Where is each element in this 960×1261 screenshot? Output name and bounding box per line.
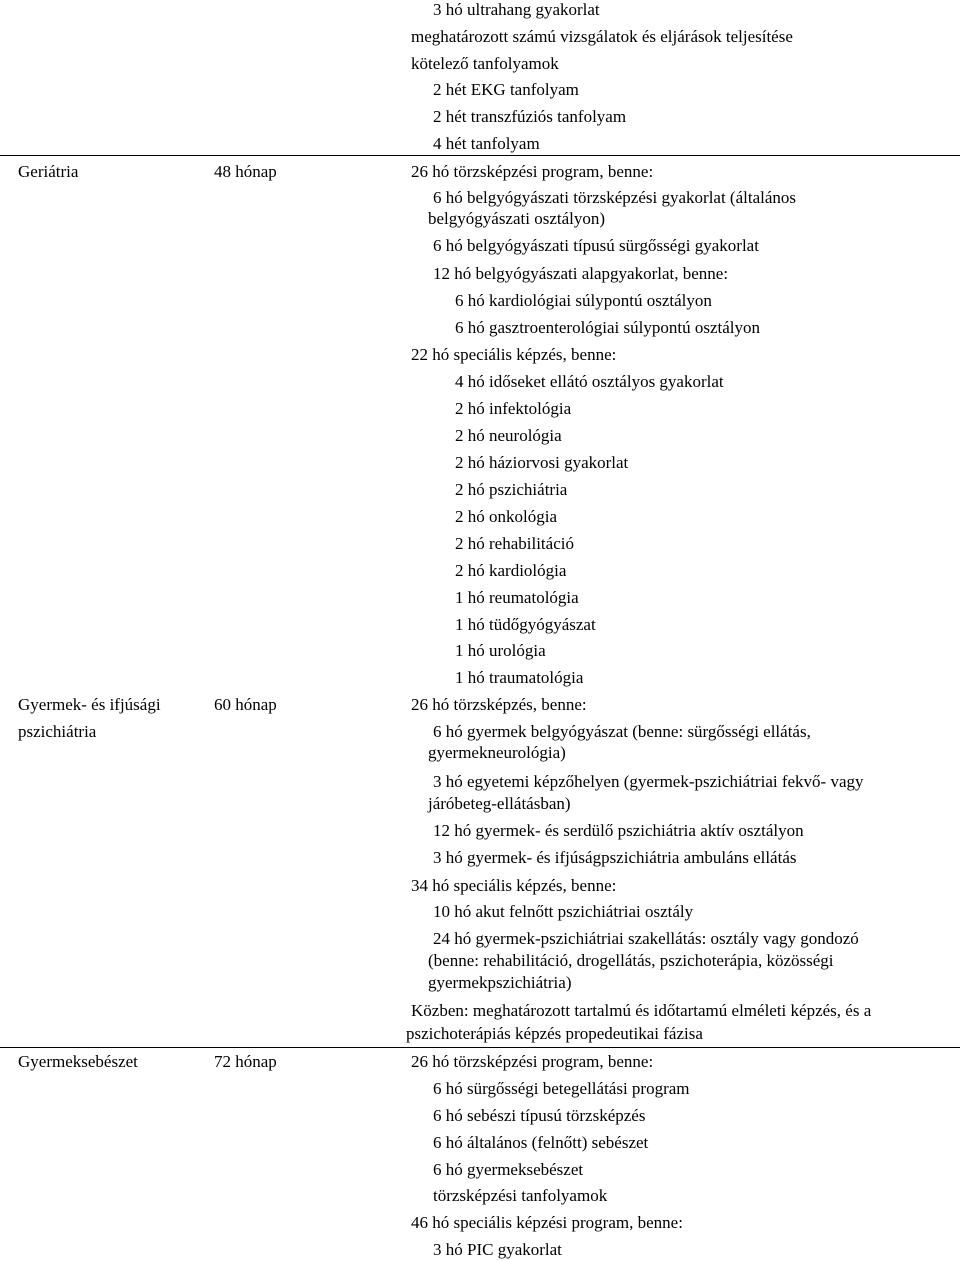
program-line: Közben: meghatározott tartalmú és időtartamú elméleti képzés, és a (411, 1001, 872, 1020)
program-line: belgyógyászati osztályon) (428, 209, 606, 228)
program-line: 2 hó onkológia (455, 507, 557, 526)
program-line: 2 hó kardiológia (455, 561, 567, 580)
program-line: 10 hó akut felnőtt pszichiátriai osztály (433, 902, 694, 921)
program-line: 6 hó gyermek belgyógyászat (benne: sürgősségi ellátás, (433, 722, 811, 741)
program-line: 6 hó gasztroenterológiai súlypontú osztályon (455, 318, 760, 337)
program-line: 3 hó gyermek- és ifjúságpszichiátria ambuláns ellátás (433, 848, 797, 867)
program-line: 24 hó gyermek-pszichiátriai szakellátás: osztály vagy gondozó (433, 929, 859, 948)
duration: 60 hónap (214, 695, 277, 714)
row-divider (0, 155, 960, 156)
program-line: 6 hó sebészi típusú törzsképzés (433, 1106, 646, 1125)
program-line: 46 hó speciális képzési program, benne: (411, 1213, 683, 1232)
top-line: meghatározott számú vizsgálatok és eljárások teljesítése (411, 27, 793, 46)
program-line: 2 hó háziorvosi gyakorlat (455, 453, 629, 472)
program-line: 34 hó speciális képzés, benne: (411, 876, 617, 895)
program-line: járóbeteg-ellátásban) (428, 794, 571, 813)
program-line: pszichoterápiás képzés propedeutikai fázisa (406, 1024, 703, 1043)
program-line: 1 hó traumatológia (455, 668, 584, 687)
program-line: 1 hó reumatológia (455, 588, 579, 607)
program-line: 12 hó belgyógyászati alapgyakorlat, benne: (433, 264, 729, 283)
program-line: gyermekneurológia) (428, 743, 566, 762)
program-line: 12 hó gyermek- és serdülő pszichiátria aktív osztályon (433, 821, 804, 840)
specialty-name: Gyermeksebészet (18, 1052, 138, 1071)
top-line: 2 hét transzfúziós tanfolyam (433, 107, 627, 126)
specialty-name: Gyermek- és ifjúsági (18, 695, 161, 714)
program-line: 1 hó tüdőgyógyászat (455, 615, 596, 634)
specialty-name: Geriátria (18, 162, 79, 181)
program-line: 3 hó PIC gyakorlat (433, 1240, 562, 1259)
program-line: 2 hó rehabilitáció (455, 534, 574, 553)
program-line: 6 hó belgyógyászati törzsképzési gyakorlat (általános (433, 188, 797, 207)
program-line: 6 hó belgyógyászati típusú sürgősségi gyakorlat (433, 236, 759, 255)
program-line: gyermekpszichiátria) (428, 973, 572, 992)
program-line: 6 hó kardiológiai súlypontú osztályon (455, 291, 712, 310)
row-divider (0, 1047, 960, 1048)
program-line: 6 hó általános (felnőtt) sebészet (433, 1133, 649, 1152)
specialty-name-continued: pszichiátria (18, 722, 97, 741)
program-line: 26 hó törzsképzés, benne: (411, 695, 587, 714)
duration: 48 hónap (214, 162, 277, 181)
program-line: 2 hó neurológia (455, 426, 562, 445)
program-line: (benne: rehabilitáció, drogellátás, pszichoterápia, közösségi (428, 951, 834, 970)
top-line: kötelező tanfolyamok (411, 54, 559, 73)
program-line: 6 hó sürgősségi betegellátási program (433, 1079, 690, 1098)
program-line: 6 hó gyermeksebészet (433, 1160, 584, 1179)
program-line: 3 hó egyetemi képzőhelyen (gyermek-pszichiátriai fekvő- vagy (433, 772, 864, 791)
top-line: 2 hét EKG tanfolyam (433, 80, 579, 99)
program-line: 4 hó időseket ellátó osztályos gyakorlat (455, 372, 724, 391)
top-line: 4 hét tanfolyam (433, 134, 540, 153)
program-line: törzsképzési tanfolyamok (433, 1186, 608, 1205)
program-line: 2 hó pszichiátria (455, 480, 568, 499)
program-line: 1 hó urológia (455, 641, 546, 660)
program-line: 26 hó törzsképzési program, benne: (411, 162, 654, 181)
program-line: 22 hó speciális képzés, benne: (411, 345, 617, 364)
top-line: 3 hó ultrahang gyakorlat (433, 0, 600, 19)
program-line: 26 hó törzsképzési program, benne: (411, 1052, 654, 1071)
duration: 72 hónap (214, 1052, 277, 1071)
program-line: 2 hó infektológia (455, 399, 572, 418)
